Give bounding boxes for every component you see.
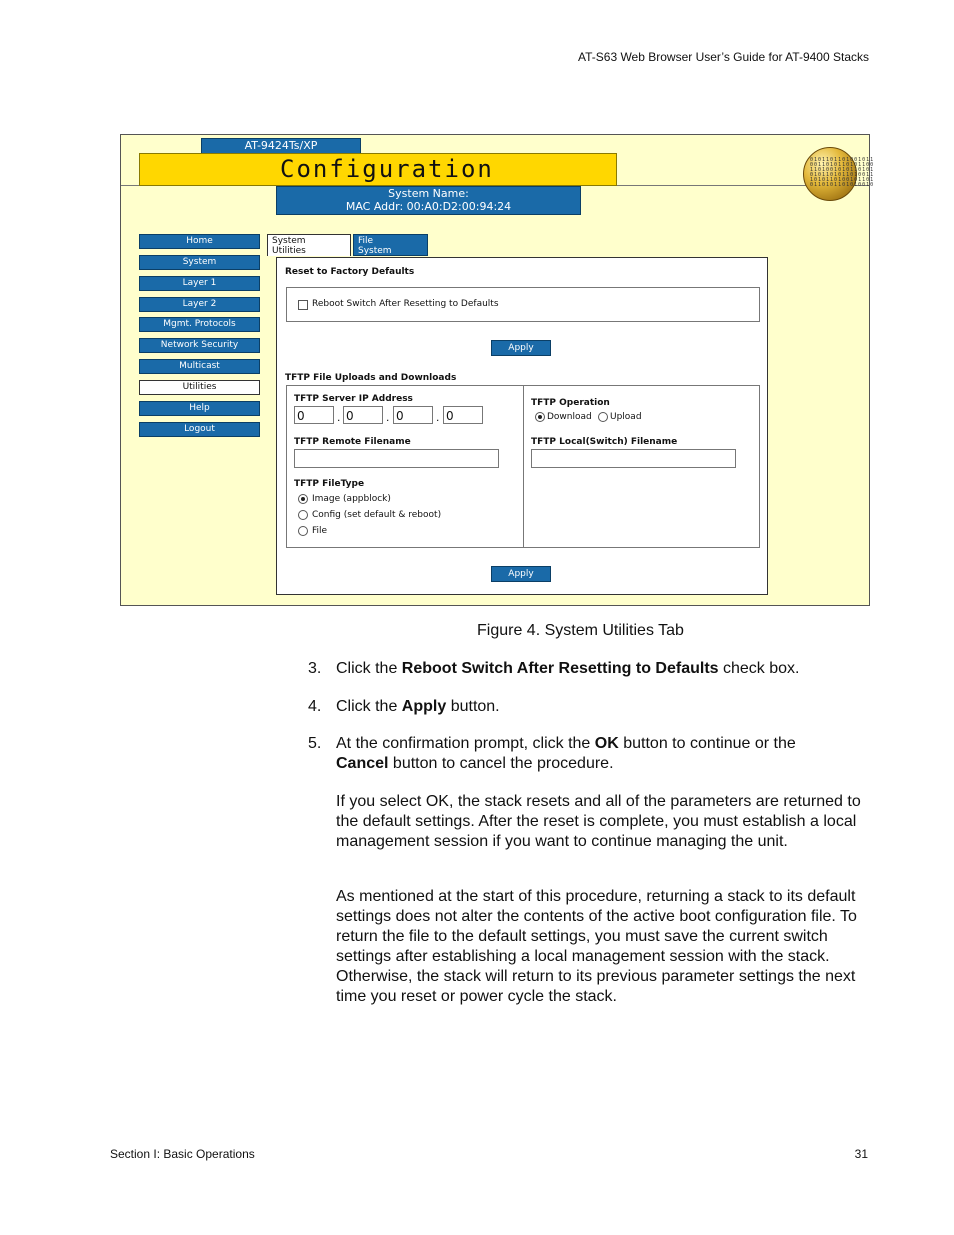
step-number: 5. (308, 735, 322, 752)
tftp-divider (523, 386, 524, 547)
tab-file-system[interactable] (353, 234, 428, 256)
sidebar-item-layer1[interactable]: Layer 1 (139, 276, 260, 291)
document-footer-section: Section I: Basic Operations (110, 1147, 255, 1161)
step-text-bold: Apply (401, 698, 447, 715)
reboot-checkbox-label: Reboot Switch After Resetting to Defaults (312, 299, 499, 309)
tab-label-line1: File (358, 236, 374, 246)
model-label: AT-9424Ts/XP (201, 138, 361, 154)
ip-octet-3[interactable]: 0 (393, 406, 433, 424)
tab-label-line1: System (272, 236, 306, 246)
step-text-bold: Cancel (336, 755, 389, 772)
sidebar-item-layer2[interactable]: Layer 2 (139, 297, 260, 312)
utilities-panel (276, 257, 768, 595)
step-number: 3. (308, 660, 322, 677)
page-number: 31 (854, 1147, 868, 1161)
operation-download-radio[interactable] (535, 412, 545, 422)
sidebar-item-home[interactable]: Home (139, 234, 260, 249)
ip-separator: . (337, 410, 341, 424)
operation-label: TFTP Operation (531, 398, 610, 408)
tftp-section-title: TFTP File Uploads and Downloads (285, 373, 457, 383)
sidebar-item-logout[interactable]: Logout (139, 422, 260, 437)
reboot-checkbox[interactable] (298, 300, 308, 310)
sidebar-item-system[interactable]: System (139, 255, 260, 270)
sidebar-item-multicast[interactable]: Multicast (139, 359, 260, 374)
remote-filename-input[interactable] (294, 449, 499, 468)
system-name: System Name: (388, 187, 469, 200)
ip-octet-4[interactable]: 0 (443, 406, 483, 424)
ip-separator: . (436, 410, 440, 424)
operation-upload-radio[interactable] (598, 412, 608, 422)
ip-separator: . (386, 410, 390, 424)
filetype-file-radio[interactable] (298, 526, 308, 536)
remote-filename-label: TFTP Remote Filename (294, 437, 411, 447)
step-text (336, 734, 841, 774)
tab-label-line2: Utilities (272, 246, 306, 256)
operation-download-label: Download (547, 412, 592, 422)
system-info-bar (276, 186, 581, 215)
filetype-file-label: File (312, 526, 328, 536)
step-text-pre: Click the (336, 698, 402, 715)
reset-box (286, 287, 760, 322)
step-text-mid: button to continue or the (618, 735, 796, 752)
step-text-pre: At the confirmation prompt, click the (336, 735, 595, 752)
ip-octet-2[interactable]: 0 (343, 406, 383, 424)
step-text-post: button. (446, 698, 500, 715)
tab-system-utilities[interactable] (267, 234, 351, 256)
local-filename-label: TFTP Local(Switch) Filename (531, 437, 678, 447)
server-ip-label: TFTP Server IP Address (294, 394, 413, 404)
filetype-config-radio[interactable] (298, 510, 308, 520)
ip-octet-1[interactable]: 0 (294, 406, 334, 424)
screenshot-figure (120, 134, 875, 606)
reset-section-title: Reset to Factory Defaults (285, 267, 415, 277)
local-filename-input[interactable] (531, 449, 736, 468)
step-text-pre: Click the (336, 660, 402, 677)
globe-logo-icon (803, 147, 875, 201)
reset-apply-button[interactable]: Apply (491, 340, 551, 356)
tftp-apply-button[interactable]: Apply (491, 566, 551, 582)
document-header: AT-S63 Web Browser User’s Guide for AT-9400 Stacks (577, 50, 869, 64)
sidebar-item-utilities[interactable]: Utilities (139, 380, 260, 395)
paragraph-reset-result: If you select OK, the stack resets and all of the parameters are returned to the default settings. After the reset is complete, you must establish a local management session if you want to continue managing the unit. (336, 793, 861, 850)
page-title: Configuration (280, 155, 494, 183)
step-text-post: check box. (718, 660, 800, 677)
sidebar-item-network-security[interactable]: Network Security (139, 338, 260, 353)
figure-caption: Figure 4. System Utilities Tab (477, 622, 684, 639)
filetype-image-label: Image (appblock) (312, 494, 391, 504)
step-text (336, 697, 866, 717)
filetype-image-radio[interactable] (298, 494, 308, 504)
filetype-config-label: Config (set default & reboot) (312, 510, 442, 520)
filetype-label: TFTP FileType (294, 479, 365, 489)
config-title-bar (139, 153, 617, 186)
sidebar-item-help[interactable]: Help (139, 401, 260, 416)
tftp-box (286, 385, 760, 548)
globe-pattern: 0101101101001011 0011010110101100 1101001010110101 0101101011010011 1010110100101101 0110101101010010 (810, 157, 875, 188)
tab-label-line2: System (358, 246, 392, 256)
step-text-bold: Reboot Switch After Resetting to Defaults (401, 660, 719, 677)
paragraph-boot-config: As mentioned at the start of this procedure, returning a stack to its default settings does not alter the contents of the active boot configuration file. To return the file to the default settings, you must save the current switch settings after establishing a local management session with the stack. Otherwise, the stack will return to its previous parameter settings the next time you reset or power cycle the stack. (336, 888, 857, 1005)
step-text-bold: OK (594, 735, 619, 752)
mac-address: MAC Addr: 00:A0:D2:00:94:24 (345, 200, 512, 213)
step-number: 4. (308, 698, 322, 715)
operation-upload-label: Upload (610, 412, 642, 422)
sidebar-item-mgmt-protocols[interactable]: Mgmt. Protocols (139, 317, 260, 332)
step-text-post: button to cancel the procedure. (388, 755, 614, 772)
step-text (336, 659, 866, 679)
